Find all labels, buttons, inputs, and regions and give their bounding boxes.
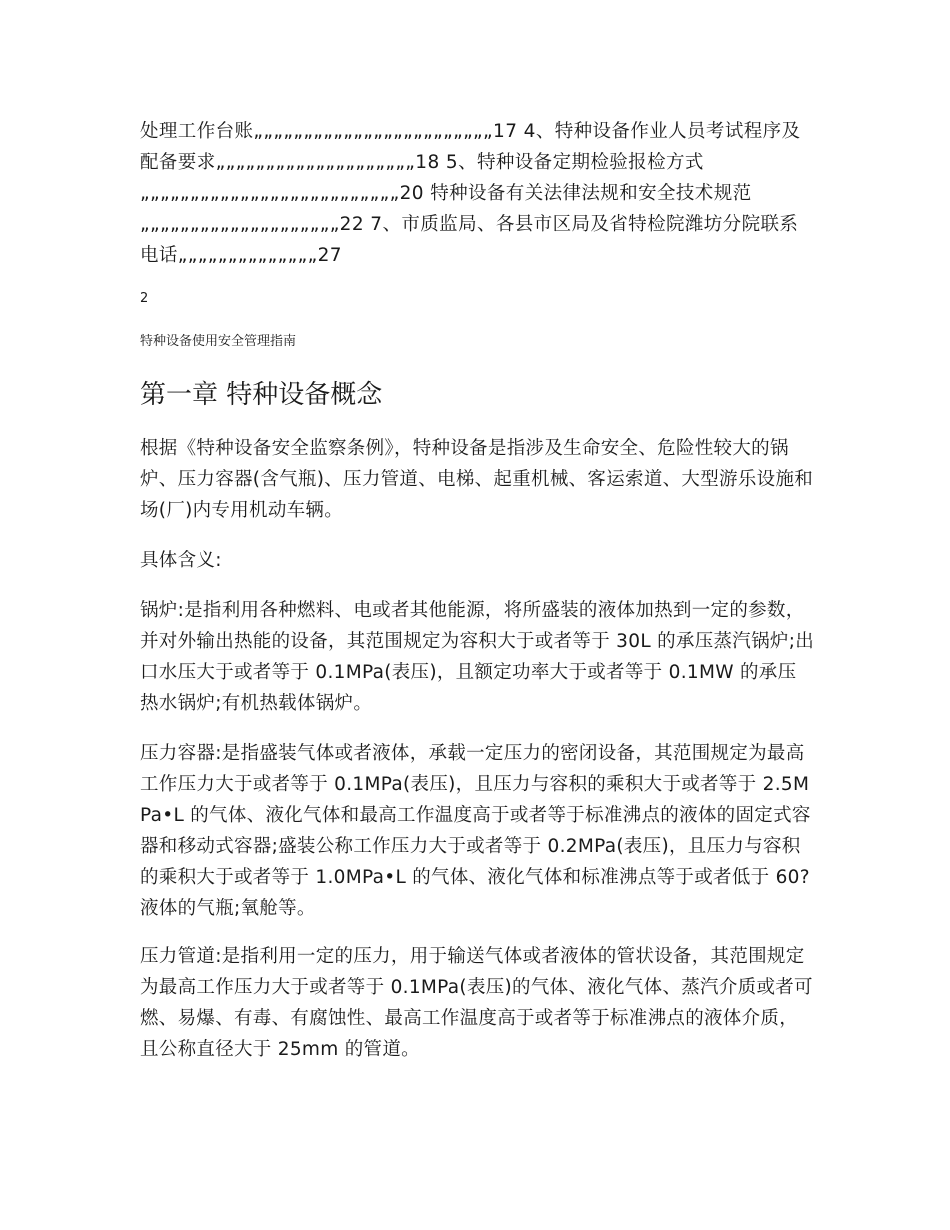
page-number: 2 bbox=[140, 291, 149, 306]
paragraph-pressure-pipeline: 压力管道:是指利用一定的压力，用于输送气体或者液体的管状设备，其范围规定为最高工作压力大于或者等于 0.1MPa(表压)的气体、液化气体、蒸汽介质或者可燃、易爆、有毒、有腐蚀性、最高工作温度高于或者等于标准沸点的液体介质，且公称直径大于 25mm 的管道。 bbox=[140, 946, 813, 1060]
table-of-contents-continuation: 处理工作台账„„„„„„„„„„„„„„„„„„„„„„„„17 4、特种设备作业人员考试程序及配备要求„„„„„„„„„„„„„„„„„„„„18 5、特种设备定期检验报检方式„„„„„„„„„„„„„„„„„„„„„„„„„„20 特种设备有关法律法规和安全技术规范„„„„„„„„„„„„„„„„„„„„22 7、市质监局、各县市区局及省特检院潍坊分院联系电话„„„„„„„„„„„„„„27 bbox=[140, 121, 801, 266]
paragraph-definition: 根据《特种设备安全监察条例》，特种设备是指涉及生命安全、危险性较大的锅炉、压力容器(含气瓶)、压力管道、电梯、起重机械、客运索道、大型游乐设施和场(厂)内专用机动车辆。 bbox=[140, 438, 814, 521]
paragraph-boiler: 锅炉:是指利用各种燃料、电或者其他能源，将所盛装的液体加热到一定的参数，并对外输出热能的设备，其范围规定为容积大于或者等于 30L 的承压蒸汽锅炉;出口水压大于或者等于 0.1MPa(表压)，且额定功率大于或者等于 0.1MW 的承压热水锅炉;有机热载体锅炉。 bbox=[140, 600, 815, 714]
paragraph-specific-meaning: 具体含义: bbox=[140, 550, 222, 571]
paragraph-pressure-vessel: 压力容器:是指盛装气体或者液体，承载一定压力的密闭设备，其范围规定为最高工作压力大于或者等于 0.1MPa(表压)，且压力与容积的乘积大于或者等于 2.5MPa•L 的气体、液化气体和最高工作温度高于或者等于标准沸点的液体的固定式容器和移动式容器;盛装公称工作压力大于或者等于 0.2MPa(表压)，且压力与容积的乘积大于或者等于 1.0MPa•L 的气体、液化气体和标准沸点等于或者低于 60?液体的气瓶;氧舱等。 bbox=[140, 743, 811, 919]
chapter-title: 第一章 特种设备概念 bbox=[140, 380, 383, 410]
running-header: 特种设备使用安全管理指南 bbox=[140, 334, 297, 349]
